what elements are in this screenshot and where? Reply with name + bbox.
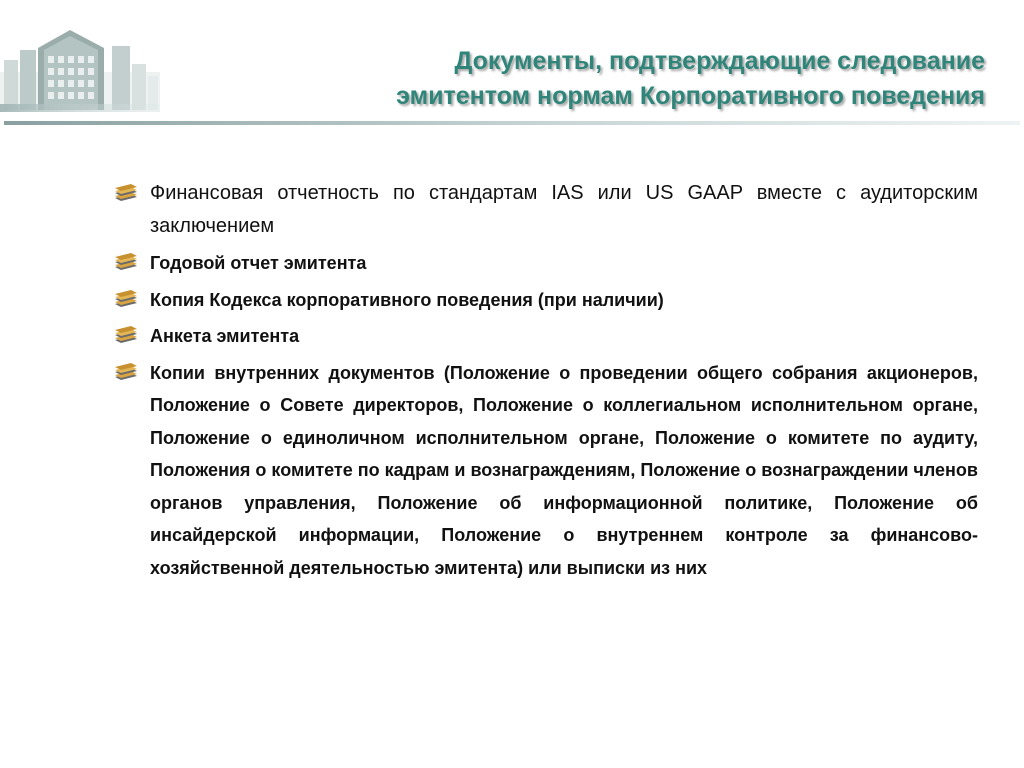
stacked-coins-icon [112,184,138,202]
header-divider [4,121,1020,125]
title-line-1: Документы, подтверждающие следование [454,47,985,75]
bullet-list [112,177,978,584]
page-title [240,44,985,114]
list-item [112,177,978,243]
list-item-text: Копия Кодекса корпоративного поведения (при наличии) [150,289,664,310]
building-illustration-icon [0,20,160,112]
list-item [112,320,978,353]
stacked-coins-icon [112,363,138,381]
list-item-text: Анкета эмитента [150,326,300,346]
stacked-coins-icon [112,253,138,271]
list-item-text: Годовой отчет эмитента [150,253,367,273]
list-item [112,357,978,585]
list-item-text: Финансовая отчетность по стандартам IAS или US GAAP вместе с аудиторским заключением [150,182,978,237]
list-item-text: Копии внутренних документов (Положение о проведении общего собрания акционеров, Положение о Совете директоров, Положение о коллегиальном исполнительном органе, Положение о единоличном исполнительном органе, Положение о комитете по аудиту, Положения о комитете по кадрам и вознаграждениям, Положение о вознаграждении членов органов управления, Положение об информационной политике, Положение об инсайдерской информации, Положение о внутреннем контроле за финансово-хозяйственной деятельностью эмитента) или выписки из них [150,362,978,578]
stacked-coins-icon [112,290,138,308]
list-item [112,247,978,280]
list-item [112,284,978,317]
stacked-coins-icon [112,326,138,344]
title-line-2: эмитентом нормам Корпоративного поведения [396,82,985,110]
